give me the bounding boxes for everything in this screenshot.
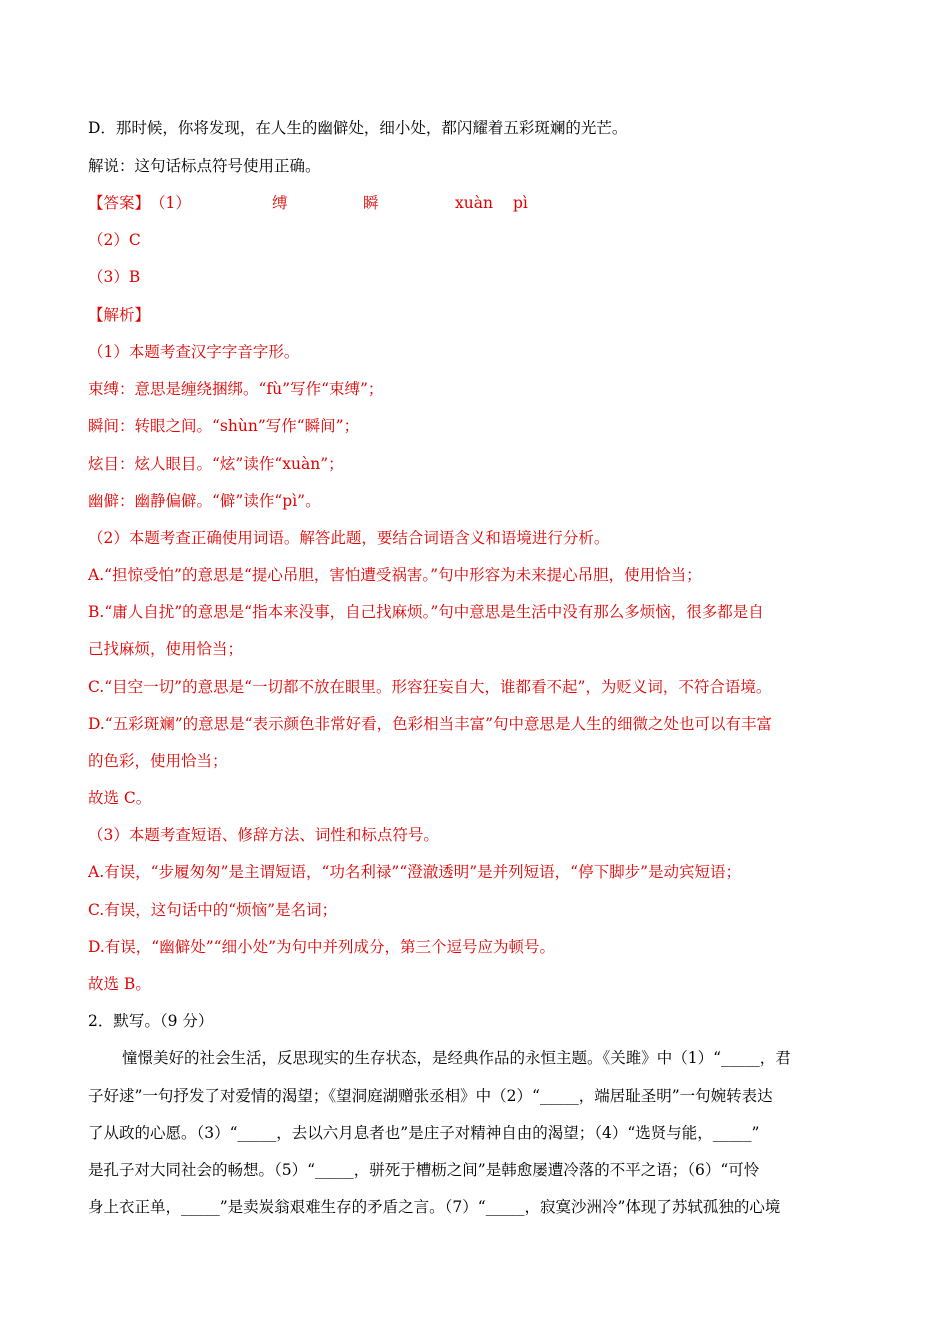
question-paragraph-line: 憧憬美好的社会生活，反思现实的生存状态，是经典作品的永恒主题。《关雎》中（1）“_____，君 — [122, 1049, 791, 1067]
analysis-line: D.有误，“幽僻处”“细小处”为句中并列成分，第三个逗号应为顿号。 — [88, 938, 556, 956]
answer-1: 缚 — [272, 194, 288, 212]
answer-number: （1） — [150, 194, 191, 212]
analysis-line: A.有误，“步履匆匆”是主谓短语，“功名利禄”“澄澈透明”是并列短语，“停下脚步”是动宾短语； — [88, 863, 742, 881]
answer-3: xuàn — [455, 194, 493, 212]
analysis-line: C.有误，这句话中的“烦恼”是名词； — [88, 901, 338, 919]
answer-4: pì — [513, 194, 528, 212]
analysis-line: 的色彩，使用恰当； — [88, 752, 228, 770]
answer-3-line: （3）B — [88, 268, 141, 286]
analysis-line: 瞬间：转眼之间。“shùn”写作“瞬间”； — [88, 417, 360, 435]
answer-row — [88, 193, 862, 213]
answer-2: 瞬 — [363, 194, 379, 212]
analysis-line: 幽僻：幽静偏僻。“僻”读作“pì”。 — [88, 492, 321, 510]
analysis-line: （1）本题考查汉字字音字形。 — [88, 343, 300, 361]
question-paragraph-line: 了从政的心愿。（3）“_____，去以六月息者也”是庄子对精神自由的渴望；（4）“选贤与能，_____” — [88, 1124, 760, 1142]
analysis-line: D.“五彩斑斓”的意思是“表示颜色非常好看，色彩相当丰富”句中意思是人生的细微之处也可以有丰富 — [88, 715, 773, 733]
analysis-line: 己找麻烦，使用恰当； — [88, 640, 244, 658]
question-paragraph-line: 是孔子对大同社会的畅想。（5）“_____，骈死于槽枥之间”是韩愈屡遭冷落的不平之语；（6）“可怜 — [88, 1161, 760, 1179]
analysis-line: A.“担惊受怕”的意思是“提心吊胆，害怕遭受祸害。”句中形容为未来提心吊胆，使用恰当； — [88, 566, 702, 584]
question-2-heading: 2．默写。（9 分） — [88, 1012, 214, 1030]
analysis-line: （2）本题考查正确使用词语。解答此题，要结合词语含义和语境进行分析。 — [88, 529, 610, 547]
analysis-line: 故选 C。 — [88, 789, 152, 807]
analysis-tag: 【解析】 — [88, 306, 151, 324]
question-paragraph-line: 子好逑”一句抒发了对爱情的渴望；《望洞庭湖赠张丞相》中（2）“_____，端居耻圣明”一句婉转表达 — [88, 1087, 773, 1105]
analysis-line: 故选 B。 — [88, 975, 151, 993]
analysis-line: C.“目空一切”的意思是“一切都不放在眼里。形容狂妄自大，谁都看不起”，为贬义词，不符合语境。 — [88, 678, 772, 696]
explanation-line: 解说：这句话标点符号使用正确。 — [88, 157, 321, 175]
answer-tag: 【答案】 — [88, 194, 151, 212]
answer-2-line: （2）C — [88, 231, 141, 249]
analysis-line: B.“庸人自扰”的意思是“指本来没事，自己找麻烦。”句中意思是生活中没有那么多烦恼，很多都是自 — [88, 603, 764, 621]
analysis-line: 炫目：炫人眼目。“炫”读作“xuàn”； — [88, 455, 344, 473]
question-paragraph-line: 身上衣正单，_____”是卖炭翁艰难生存的矛盾之言。（7）“_____，寂寞沙洲冷”体现了苏轼孤独的心境 — [88, 1198, 781, 1216]
analysis-line: 束缚：意思是缠绕捆绑。“fù”写作“束缚”； — [88, 380, 384, 398]
option-d-sentence: D．那时候，你将发现，在人生的幽僻处，细小处，都闪耀着五彩斑斓的光芒。 — [88, 119, 628, 137]
analysis-line: （3）本题考查短语、修辞方法、词性和标点符号。 — [88, 826, 439, 844]
